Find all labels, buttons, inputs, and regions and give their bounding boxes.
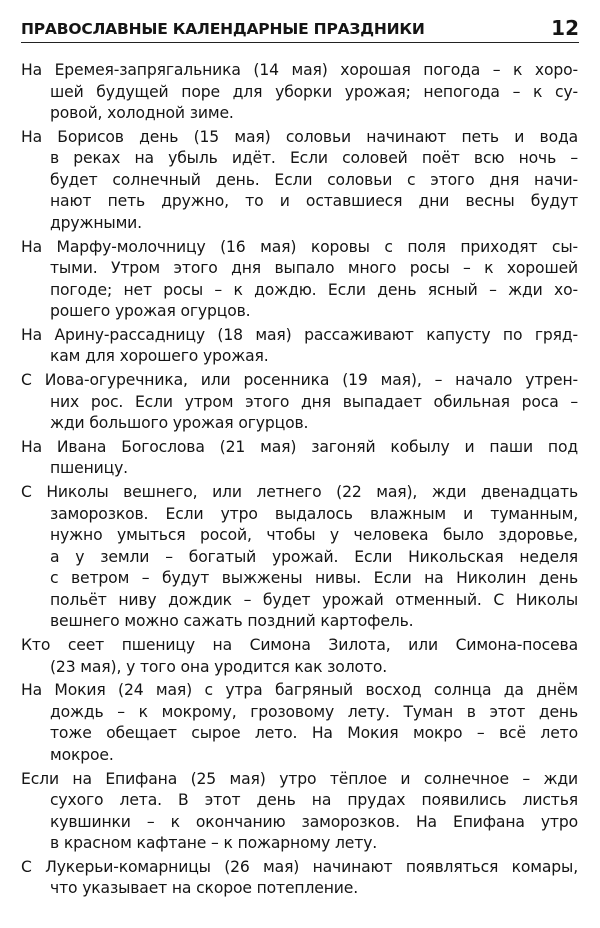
paragraph [21, 857, 578, 900]
text-line: тоже обещает сырое лето. На Мокия мокро – всё лето [50, 724, 578, 743]
text-line: На Ивана Богослова (21 мая) загоняй кобылу и паши под [21, 437, 578, 456]
paragraph [21, 635, 578, 678]
text-line: нают петь дружно, то и оставшиеся дни весны будут [50, 192, 578, 211]
text-line: дождь – к мокрому, грозовому лету. Туман в этот день [50, 702, 578, 721]
text-line: рошего урожая огурцов. [50, 302, 251, 321]
text-line: сухого лета. В этот день на прудах появились листья [50, 791, 578, 810]
text-line: пшеницу. [50, 459, 128, 478]
text-line: жди большого урожая огурцов. [50, 414, 309, 433]
paragraph [21, 680, 578, 766]
text-line: (23 мая), у того она уродится как золото. [50, 657, 388, 676]
text-line: польёт ниву дождик – будет урожай отменный. С Николы [50, 590, 578, 609]
text-line: мокрое. [50, 745, 114, 764]
running-header [21, 14, 579, 43]
paragraph [21, 370, 578, 435]
text-line: а у земли – богатый урожай. Если Никольская неделя [50, 547, 578, 566]
text-line: С Лукерьи-комарницы (26 мая) начинают появляться комары, [21, 857, 578, 876]
text-line: будет солнечный день. Если соловьи с этого дня начи- [50, 170, 578, 189]
text-line: них рос. Если утром этого дня выпадает обильная роса – [50, 392, 578, 411]
text-line: На Марфу-молочницу (16 мая) коровы с поля приходят сы- [21, 237, 578, 256]
text-line: С Николы вешнего, или летнего (22 мая), жди двенадцать [21, 483, 578, 502]
text-line: шей будущей поре для уборки урожая; непогода – к су- [50, 82, 578, 101]
text-line: заморозков. Если утро выдалось влажным и туманным, [50, 504, 578, 523]
text-line: кам для хорошего урожая. [50, 347, 269, 366]
text-line: нужно умыться росой, чтобы у человека было здоровье, [50, 526, 578, 545]
paragraph [21, 127, 578, 235]
paragraph [21, 482, 578, 633]
text-line: погоде; нет росы – к дождю. Если день ясный – жди хо- [50, 280, 578, 299]
paragraph [21, 769, 578, 855]
paragraph [21, 325, 578, 368]
text-line: в реках на убыль идёт. Если соловей поёт всю ночь – [50, 149, 578, 168]
text-line: ровой, холодной зиме. [50, 104, 234, 122]
text-line: кувшинки – к окончанию заморозков. На Епифана утро [50, 812, 578, 831]
text-line: что указывает на скорое потепление. [50, 879, 359, 898]
paragraph [21, 437, 578, 480]
text-line: вешнего можно сажать поздний картофель. [50, 612, 414, 631]
paragraph [21, 60, 578, 125]
text-line: дружными. [50, 213, 142, 232]
paragraph [21, 237, 578, 323]
text-line: На Арину-рассадницу (18 мая) рассаживают капусту по гряд- [21, 325, 578, 344]
text-line: с ветром – будут выжжены нивы. Если на Николин день [50, 569, 578, 588]
text-line: На Борисов день (15 мая) соловьи начинают петь и вода [21, 127, 578, 146]
text-line: в красном кафтане – к пожарному лету. [50, 834, 378, 853]
text-line: тыми. Утром этого дня выпало много росы – к хорошей [50, 259, 578, 278]
text-line: Если на Епифана (25 мая) утро тёплое и солнечное – жди [21, 769, 578, 788]
text-line: Кто сеет пшеницу на Симона Зилота, или Симона-посева [21, 636, 578, 655]
section-title: ПРАВОСЛАВНЫЕ КАЛЕНДАРНЫЕ ПРАЗДНИКИ [21, 20, 425, 38]
text-line: На Еремея-запрягальника (14 мая) хорошая погода – к хоро- [21, 61, 578, 79]
page-body [21, 60, 578, 902]
page-number: 12 [551, 16, 579, 40]
text-line: С Иова-огуречника, или росенника (19 мая), – начало утрен- [21, 371, 578, 390]
text-line: На Мокия (24 мая) с утра багряный восход солнца да днём [21, 681, 578, 700]
